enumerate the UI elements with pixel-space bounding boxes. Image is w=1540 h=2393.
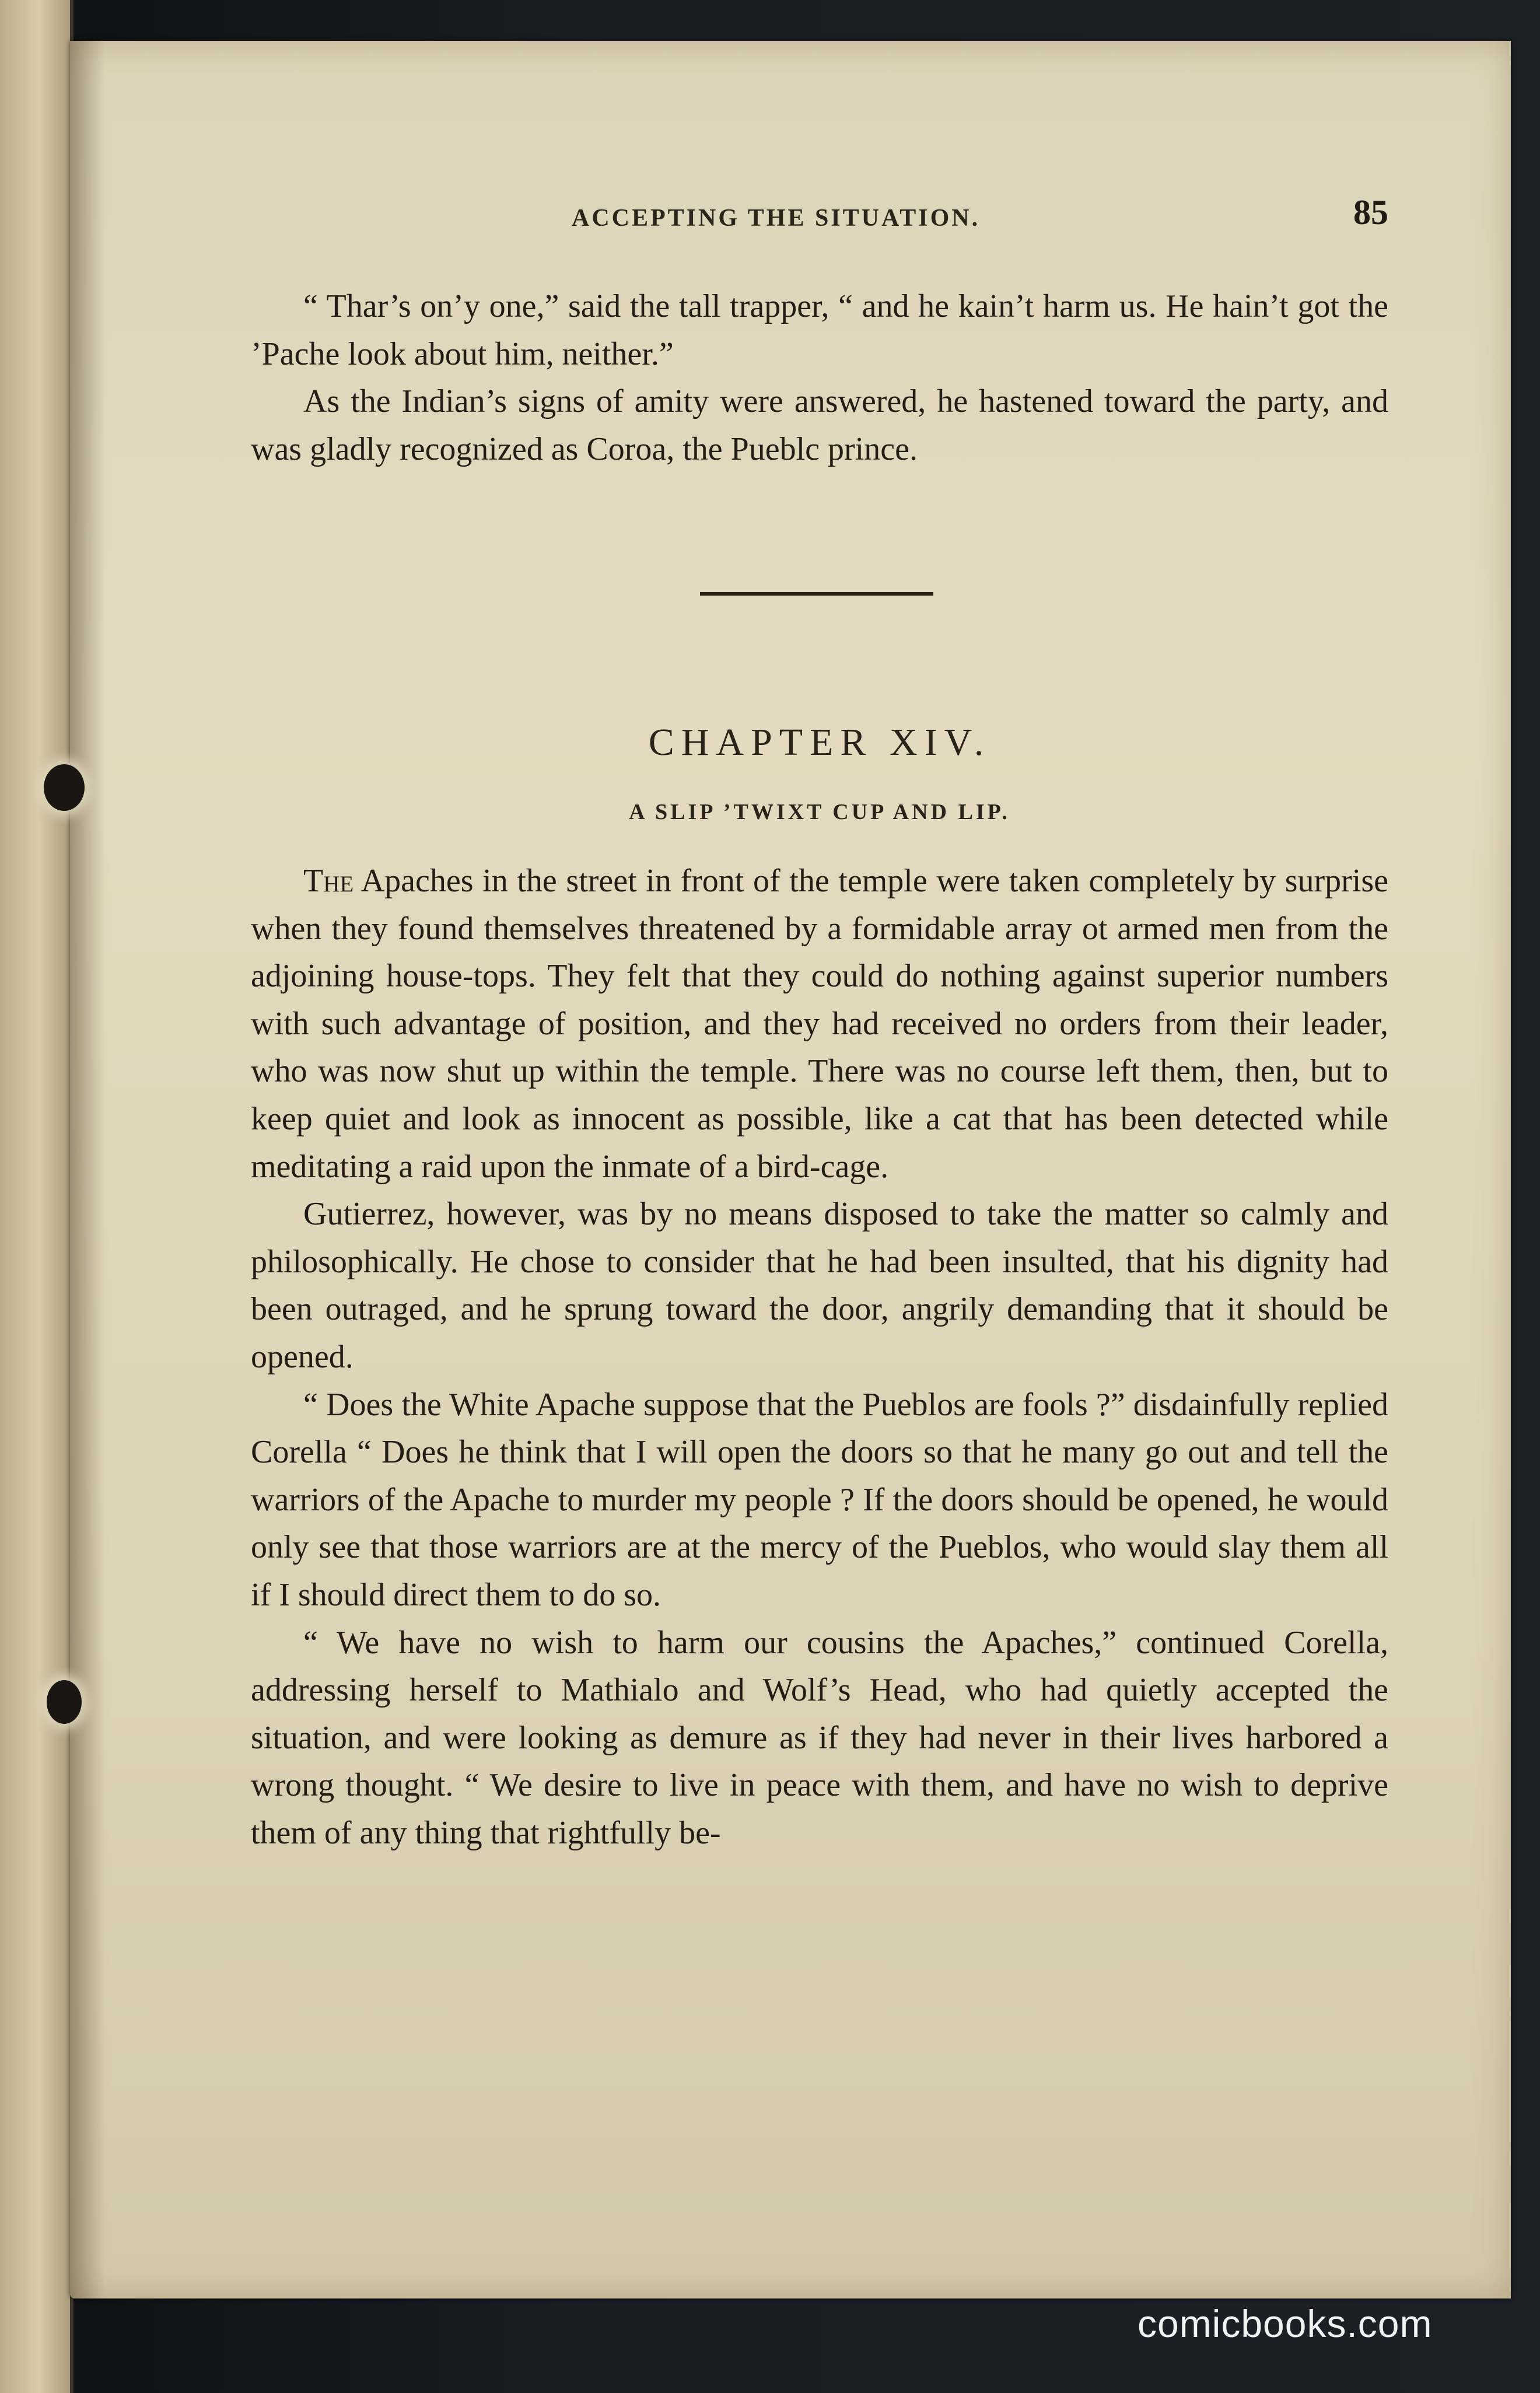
paragraph: As the Indian’s signs of amity were answered, he hastened toward the party, and was gladly recognized as Coroa, the Pueblc prince. bbox=[251, 383, 1388, 467]
paragraph: “ Does the White Apache suppose that the Pueblos are fools ?” disdainfully replied Corella “ Does he think that I will open the doors so that he many go out and tell the warriors of the Apache to murder my people ? If the doors should be opened, he would only see that those warriors are at the mercy of the Pueblos, who would slay them all if I should direct them to do so. bbox=[251, 1386, 1388, 1613]
watermark: comicbooks.com bbox=[1138, 2302, 1433, 2345]
paragraph-text: Apaches in the street in front of the temple were taken completely by surprise when they found themselves threatened by a formidable array ot armed men from the adjoining house-tops. They felt that they could do nothing against superior numbers with such advantage of position, and they had received no orders from their leader, who was now shut up within the temple. There was no course left them, then, but to keep quiet and look as innocent as possible, like a cat that has been detected while meditating a raid upon the inmate of a bird-cage. bbox=[251, 863, 1388, 1185]
page-number: 85 bbox=[1353, 193, 1388, 232]
chapter-text-block bbox=[251, 858, 1388, 1857]
chapter-title: CHAPTER XIV. bbox=[648, 721, 991, 764]
paragraph bbox=[251, 858, 1388, 1191]
spine-shadow bbox=[70, 41, 105, 2298]
binding-hole-top bbox=[44, 764, 85, 811]
section-divider-rule bbox=[700, 592, 933, 596]
running-title: ACCEPTING THE SITUATION. bbox=[572, 205, 981, 232]
chapter-subtitle: A SLIP ’TWIXT CUP AND LIP. bbox=[629, 800, 1010, 824]
previous-page-edge bbox=[0, 0, 74, 2393]
opening-text-block bbox=[251, 283, 1388, 473]
paragraph: Gutierrez, however, was by no means disposed to take the matter so calmly and philosophically. He chose to consider that he had been insulted, that his dignity had been outraged, and he sprung toward the door, angrily demanding that it should be opened. bbox=[251, 1196, 1388, 1375]
binding-hole-bottom bbox=[47, 1680, 82, 1724]
opening-word: The bbox=[303, 863, 354, 899]
paragraph: “ Thar’s on’y one,” said the tall trapper, “ and he kain’t harm us. He hain’t got the ’Pache look about him, neither.” bbox=[251, 288, 1388, 372]
running-head bbox=[251, 193, 1388, 263]
paragraph: “ We have no wish to harm our cousins the Apaches,” continued Corella, addressing herself to Mathialo and Wolf’s Head, who had quietly accepted the situation, and were looking as demure as if they had never in their lives harbored a wrong thought. “ We desire to live in peace with them, and have no wish to deprive them of any thing that rightfully be- bbox=[251, 1624, 1388, 1851]
